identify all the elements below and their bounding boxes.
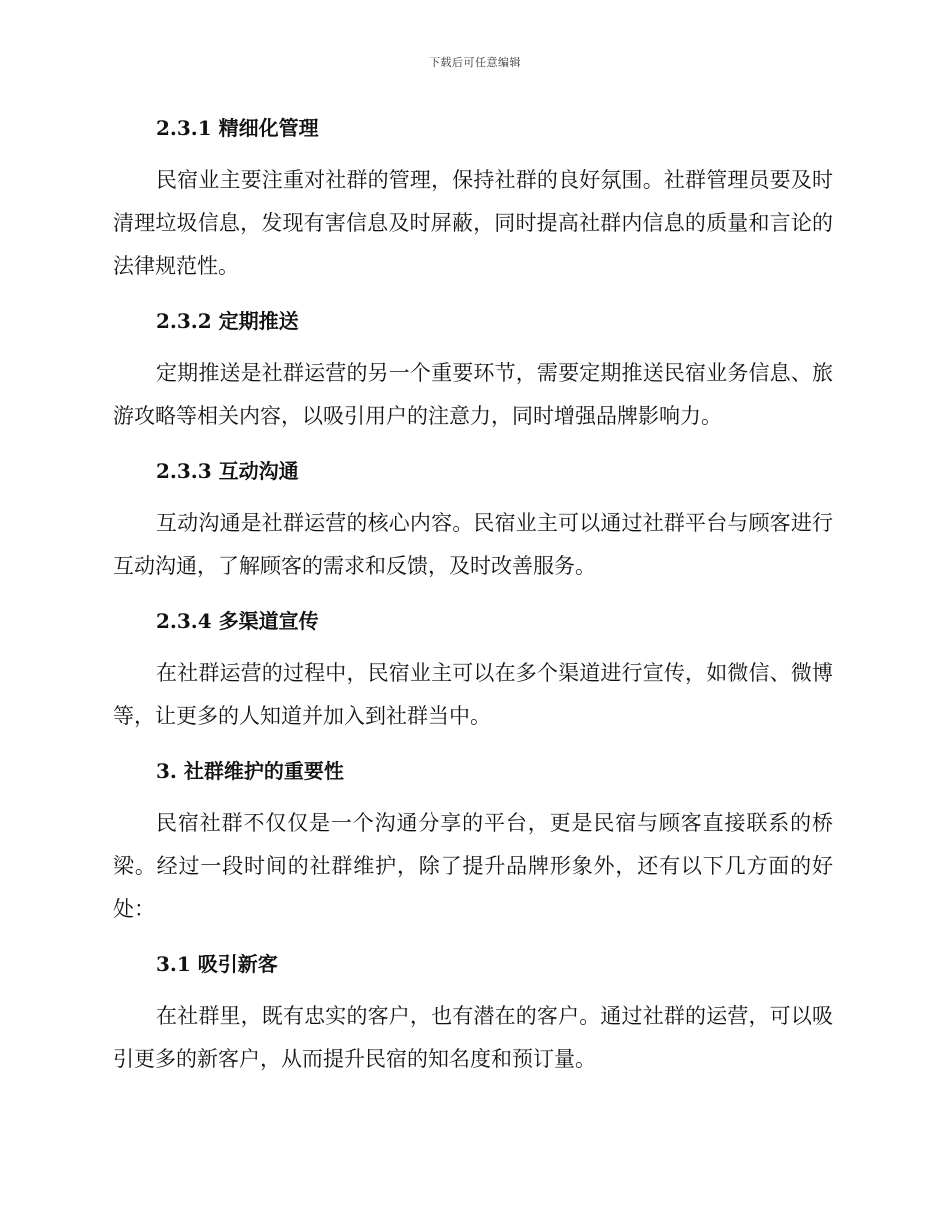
section-paragraph: 在社群里，既有忠实的客户，也有潜在的客户。通过社群的运营，可以吸引更多的新客户，从而提升民宿的知名度和预订量。 <box>113 1004 833 1071</box>
section <box>113 751 833 944</box>
section <box>113 451 833 601</box>
section-heading: 2.3.3 互动沟通 <box>156 459 299 483</box>
section-paragraph: 在社群运营的过程中，民宿业主可以在多个渠道进行宣传，如微信、微博等，让更多的人知道并加入到社群当中。 <box>113 661 833 728</box>
section <box>113 301 833 451</box>
section-heading: 3. 社群维护的重要性 <box>156 759 344 783</box>
section-paragraph: 定期推送是社群运营的另一个重要环节，需要定期推送民宿业务信息、旅游攻略等相关内容，以吸引用户的注意力，同时增强品牌影响力。 <box>113 361 833 428</box>
section <box>113 944 833 1081</box>
section-heading: 2.3.1 精细化管理 <box>156 116 319 140</box>
section-paragraph: 民宿业主要注重对社群的管理，保持社群的良好氛围。社群管理员要及时清理垃圾信息，发现有害信息及时屏蔽，同时提高社群内信息的质量和言论的法律规范性。 <box>113 168 833 278</box>
document-body <box>113 108 833 1081</box>
section-paragraph: 民宿社群不仅仅是一个沟通分享的平台，更是民宿与顾客直接联系的桥梁。经过一段时间的社群维护，除了提升品牌形象外，还有以下几方面的好处： <box>113 811 833 921</box>
section-heading: 3.1 吸引新客 <box>156 952 278 976</box>
section <box>113 108 833 301</box>
page-header: 下载后可任意编辑 <box>429 56 521 69</box>
section-heading: 2.3.2 定期推送 <box>156 309 299 333</box>
section-paragraph: 互动沟通是社群运营的核心内容。民宿业主可以通过社群平台与顾客进行互动沟通，了解顾客的需求和反馈，及时改善服务。 <box>113 511 833 578</box>
section-heading: 2.3.4 多渠道宣传 <box>156 609 319 633</box>
section <box>113 601 833 751</box>
